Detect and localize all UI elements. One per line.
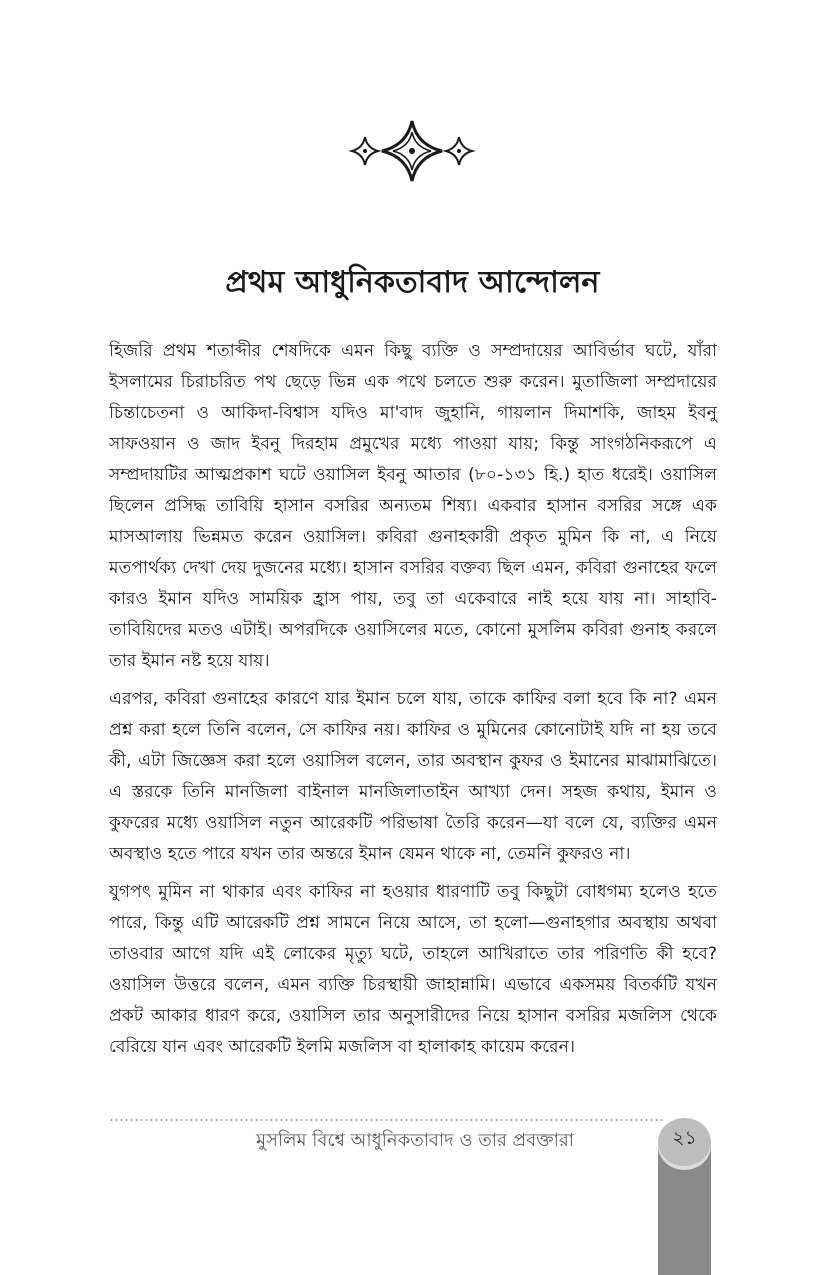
paragraph-1: হিজরি প্রথম শতাব্দীর শেষদিকে এমন কিছু ব্যক্তি ও সম্প্রদায়ের আবির্ভাব ঘটে, যাঁরা ইসলামের চিরাচরিত পথ ছেড়ে ভিন্ন এক পথে চলতে শুরু করেন। মুতাজিলা সম্প্রদায়ের চিন্তাচেতনা ও আকিদা-বিশ্বাস যদিও মা'বাদ জুহানি, গায়লান দিমাশকি, জাহম ইবনু সাফওয়ান ও জাদ ইবনু দিরহাম প্রমুখের মধ্যে পাওয়া যায়; কিন্তু সাংগঠনিকরূপে এ সম্প্রদায়টির আত্মপ্রকাশ ঘটে ওয়াসিল ইবনু আতার (৮০-১৩১ হি.) হাত ধরেই। ওয়াসিল ছিলেন প্রসিদ্ধ তাবিয়ি হাসান বসরির অন্যতম শিষ্য। একবার হাসান বসরির সঙ্গে এক মাসআলায় ভিন্নমত করেন ওয়াসিল। কবিরা গুনাহকারী প্রকৃত মুমিন কি না, এ নিয়ে মতপার্থক্য দেখা দেয় দুজনের মধ্যে। হাসান বসরির বক্তব্য ছিল এমন, কবিরা গুনাহের ফলে কারও ইমান যদিও সাময়িক হ্রাস পায়, তবু তা একেবারে নাই হয়ে যায় না। সাহাবি-তাবিয়িদের মতও এটাই। অপরদিকে ওয়াসিলের মতে, কোনো মুসলিম কবিরা গুনাহ করলে তার ইমান নষ্ট হয়ে যায়। [109,341,717,671]
running-footer-book-title: মুসলিম বিশ্বে আধুনিকতাবাদ ও তার প্রবক্তারা [256,1130,574,1151]
footer-divider [109,1118,665,1122]
diamond-stars-ornament-icon [344,118,480,184]
paragraph-2: এরপর, কবিরা গুনাহের কারণে যার ইমান চলে যায়, তাকে কাফির বলা হবে কি না? এমন প্রশ্ন করা হলে তিনি বলেন, সে কাফির নয়। কাফির ও মুমিনের কোনোটাই যদি না হয় তবে কী, এটা জিজ্ঞেস করা হলে ওয়াসিল বলেন, তার অবস্থান কুফর ও ইমানের মাঝামাঝিতে। এ স্তরকে তিনি মানজিলা বাইনাল মানজিলাতাইন আখ্যা দেন। সহজ কথায়, ইমান ও কুফরের মধ্যে ওয়াসিল নতুন আরেকটি পরিভাষা তৈরি করেন—যা বলে যে, ব্যক্তির এমন অবস্থাও হতে পারে যখন তার অন্তরে ইমান যেমন থাকে না, তেমনি কুফরও না। [109,689,717,864]
chapter-title: প্রথম আধুনিকতাবাদ আন্দোলন [225,265,600,300]
paragraph-3: যুগপৎ মুমিন না থাকার এবং কাফির না হওয়ার ধারণাটি তবু কিছুটা বোধগম্য হলেও হতে পারে, কিন্তু এটি আরেকটি প্রশ্ন সামনে নিয়ে আসে, তা হলো—গুনাহগার অবস্থায় অথবা তাওবার আগে যদি এই লোকের মৃত্যু ঘটে, তাহলে আখিরাতে তার পরিণতি কী হবে? ওয়াসিল উত্তরে বলেন, এমন ব্যক্তি চিরস্থায়ী জাহান্নামি। এভাবে একসময় বিতর্কটি যখন প্রকট আকার ধারণ করে, ওয়াসিল তার অনুসারীদের নিয়ে হাসান বসরির মজলিস থেকে বেরিয়ে যান এবং আরেকটি ইলমি মজলিস বা হালাকাহ কায়েম করেন। [109,882,717,1057]
body-text [109,336,717,1070]
page-number: ২১ [672,1127,697,1149]
page-number-badge [658,1118,711,1166]
